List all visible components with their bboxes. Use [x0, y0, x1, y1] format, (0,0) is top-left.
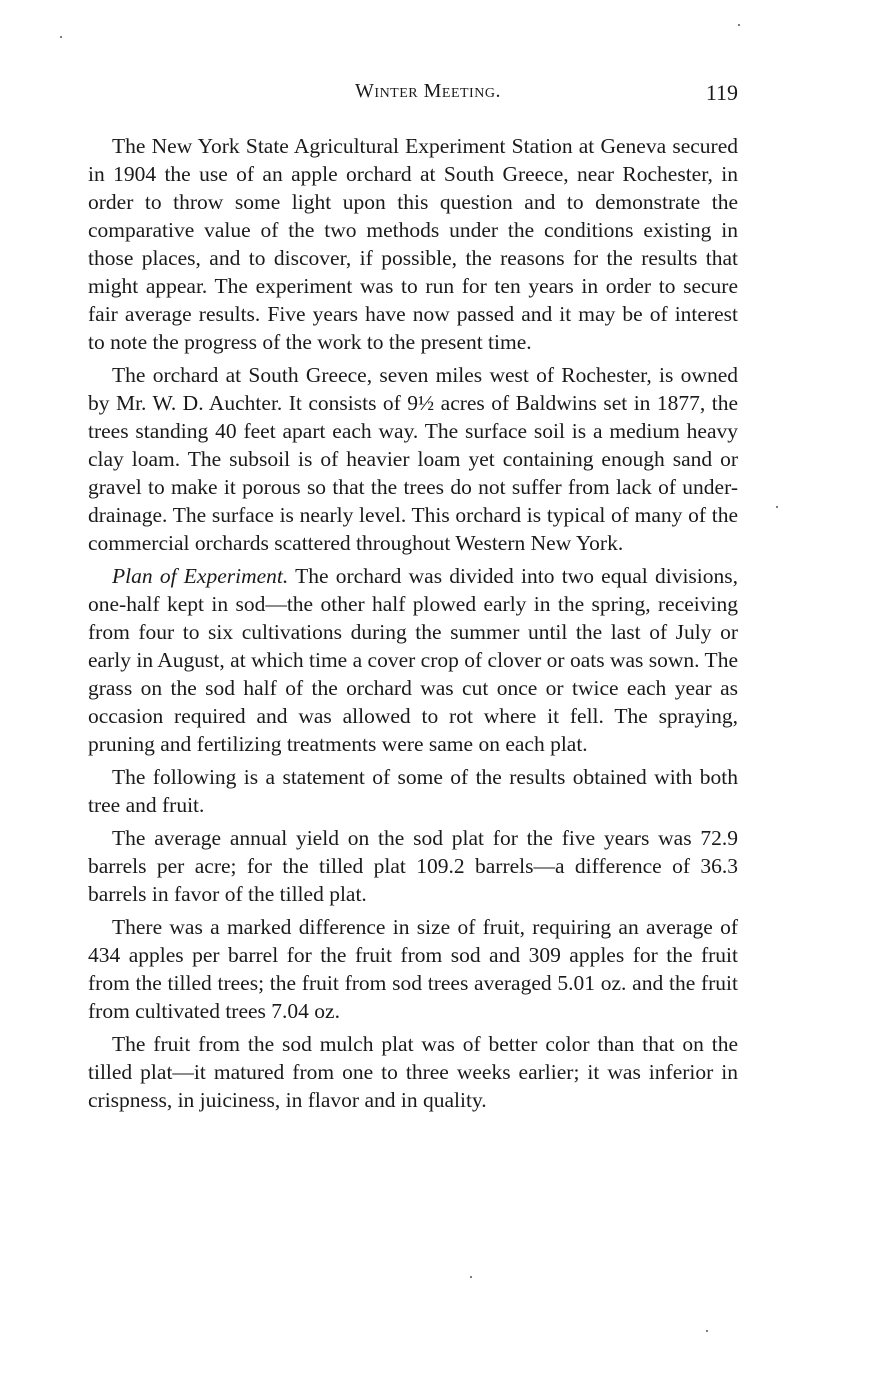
paragraph-text: The fruit from the sod mulch plat was of better color than that on the tilled plat—it matured from one to three weeks earlier; it was inferior in crispness, in juiciness, in flavor and in quality.: [88, 1032, 738, 1112]
paragraph-text: There was a marked difference in size of fruit, requiring an average of 434 apples per barrel for the fruit from sod and 309 apples for the fruit from the tilled trees; the fruit from sod trees averaged 5.01 oz. and the fruit from cultivated trees 7.04 oz.: [88, 915, 738, 1023]
scan-speck: [470, 1276, 472, 1278]
scan-speck: [776, 506, 778, 508]
section-runin-heading: Plan of Experiment.: [112, 564, 289, 588]
paragraph: [88, 562, 738, 758]
paragraph-text: The orchard at South Greece, seven miles west of Rochester, is owned by Mr. W. D. Auchter. It consists of 9½ acres of Baldwins set in 1877, the trees standing 40 feet apart each way. The surface soil is a medium heavy clay loam. The subsoil is of heavier loam yet containing enough sand or gravel to make it porous so that the trees do not suffer from lack of under-drainage. The surface is nearly level. This orchard is typical of many of the commercial orchards scattered throughout Western New York.: [88, 363, 738, 555]
running-title: Winter Meeting.: [355, 80, 501, 102]
paragraph: [88, 763, 738, 819]
paragraph: [88, 1030, 738, 1114]
scan-speck: [60, 36, 62, 38]
paragraph-text: The New York State Agricultural Experiment Station at Geneva secured in 1904 the use of an apple orchard at South Greece, near Rochester, in order to throw some light upon this question and to demonstrate the comparative value of the two methods under the conditions existing in those places, and to discover, if possible, the reasons for the results that might appear. The experiment was to run for ten years in order to secure fair average results. Five years have now passed and it may be of interest to note the progress of the work to the present time.: [88, 134, 738, 354]
scan-speck: [738, 24, 740, 26]
page-number: 119: [705, 80, 738, 105]
scan-speck: [706, 1330, 708, 1332]
paragraph: [88, 913, 738, 1025]
paragraph: [88, 361, 738, 557]
running-head: [88, 80, 738, 110]
paragraph: [88, 132, 738, 356]
paragraph-text: The orchard was divided into two equal divisions, one-half kept in sod—the other half plowed early in the spring, receiving from four to six cultivations during the summer until the last of July or early in August, at which time a cover crop of clover or oats was sown. The grass on the sod half of the orchard was cut once or twice each year as occasion required and was allowed to rot where it fell. The spraying, pruning and fertilizing treatments were same on each plat.: [88, 564, 738, 756]
paragraph-text: The following is a statement of some of the results obtained with both tree and fruit.: [88, 765, 738, 817]
paragraph: [88, 824, 738, 908]
body-text: [88, 132, 738, 1119]
paragraph-text: The average annual yield on the sod plat for the five years was 72.9 barrels per acre; for the tilled plat 109.2 barrels—a difference of 36.3 barrels in favor of the tilled plat.: [88, 826, 738, 906]
